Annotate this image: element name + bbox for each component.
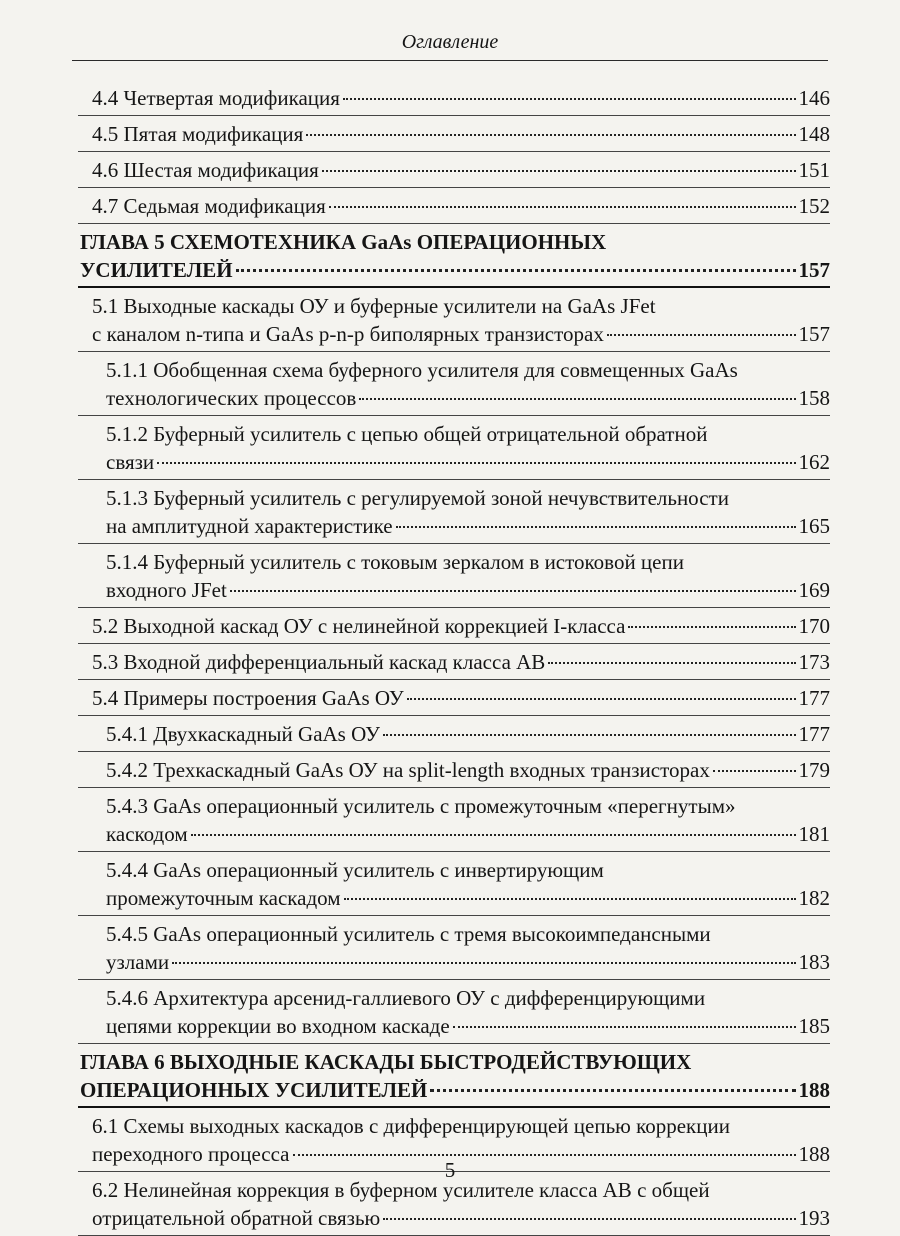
toc-entry-title-line: ОПЕРАЦИОННЫХ УСИЛИТЕЛЕЙ (80, 1078, 428, 1102)
toc-page-number: 177 (798, 686, 830, 710)
toc-entry-title-line: 5.4.4 GaAs операционный усилитель с инвертирующим (106, 858, 604, 882)
toc-entry-title-line: 4.7 Седьмая модификация (92, 194, 326, 218)
toc-entry[interactable] (78, 644, 830, 680)
toc-entry-title-line: каскодом (106, 822, 188, 846)
toc-page-number: 173 (798, 650, 830, 674)
toc-entry-title-line: 5.4.1 Двухкаскадный GaAs ОУ (106, 722, 380, 746)
toc-entry-title-line: на амплитудной характеристике (106, 514, 393, 538)
toc-entry-title-line: узлами (106, 950, 170, 974)
dot-leader (172, 962, 795, 964)
dot-leader (329, 206, 796, 208)
toc-page-number: 170 (798, 614, 830, 638)
toc-entry-last-line (80, 256, 830, 284)
toc-entry[interactable] (78, 352, 830, 416)
toc-entry[interactable] (78, 152, 830, 188)
toc-entry-title-line: цепями коррекции во входном каскаде (106, 1014, 450, 1038)
running-head: Оглавление (72, 28, 828, 61)
toc-entry[interactable] (78, 980, 830, 1044)
toc-entry[interactable] (78, 416, 830, 480)
toc-page-number: 177 (798, 722, 830, 746)
toc-entry-last-line (106, 820, 830, 848)
page-number: 5 (444, 1158, 456, 1182)
toc-page-number: 193 (798, 1206, 830, 1230)
toc-page-number: 158 (798, 386, 830, 410)
toc-entry-last-line (106, 512, 830, 540)
toc-entry-title-line: 4.4 Четвертая модификация (92, 86, 340, 110)
toc-entry[interactable] (78, 852, 830, 916)
dot-leader (407, 698, 796, 700)
toc-entry-title-line: 5.4 Примеры построения GaAs ОУ (92, 686, 404, 710)
dot-leader (293, 1154, 796, 1156)
toc-entry-title-line: 4.6 Шестая модификация (92, 158, 319, 182)
toc-entry-last-line (92, 1204, 830, 1232)
dot-leader (548, 662, 795, 664)
toc-page-number: 182 (798, 886, 830, 910)
toc-page-number: 162 (798, 450, 830, 474)
toc-entry-title-line: ГЛАВА 5 СХЕМОТЕХНИКА GaAs ОПЕРАЦИОННЫХ (80, 230, 607, 254)
dot-leader (157, 462, 795, 464)
toc-entry-title-line: 5.4.2 Трехкаскадный GaAs ОУ на split-length входных транзисторах (106, 758, 710, 782)
toc-entry-title-line: 5.4.6 Архитектура арсенид-галлиевого ОУ с дифференцирующими (106, 986, 706, 1010)
toc-entry-title-line: отрицательной обратной связью (92, 1206, 381, 1230)
toc-entry[interactable] (78, 680, 830, 716)
toc-entry-last-line (92, 684, 830, 712)
toc-entry-title-line: ГЛАВА 6 ВЫХОДНЫЕ КАСКАДЫ БЫСТРОДЕЙСТВУЮЩИХ (80, 1050, 692, 1074)
dot-leader (453, 1026, 796, 1028)
dot-leader (344, 898, 796, 900)
toc-entry-title-line: технологических процессов (106, 386, 357, 410)
toc-entry-title-line: связи (106, 450, 155, 474)
toc-entry-title-line: 5.4.3 GaAs операционный усилитель с промежуточным «перегнутым» (106, 794, 736, 818)
toc-entry-last-line (92, 648, 830, 676)
toc-entry-title-line: 6.2 Нелинейная коррекция в буферном усилителе класса АВ с общей (92, 1178, 710, 1202)
dot-leader (191, 834, 796, 836)
toc-page-number: 179 (798, 758, 830, 782)
toc-entry[interactable] (78, 608, 830, 644)
toc-entry-last-line (92, 192, 830, 220)
dot-leader (383, 734, 796, 736)
dot-leader (430, 1089, 795, 1092)
toc-entry[interactable] (78, 480, 830, 544)
toc-entry-title-line: промежуточным каскадом (106, 886, 341, 910)
dot-leader (236, 269, 796, 272)
toc-entry-last-line (92, 156, 830, 184)
toc-entry-title-line: 5.1 Выходные каскады ОУ и буферные усилители на GaAs JFet (92, 294, 656, 318)
toc-entry-title-line: 4.5 Пятая модификация (92, 122, 304, 146)
dot-leader (628, 626, 795, 628)
toc-page-number: 148 (798, 122, 830, 146)
toc-entry-last-line (80, 1076, 830, 1104)
toc-entry-title-line: переходного процесса (92, 1142, 290, 1166)
toc-entry[interactable] (78, 788, 830, 852)
toc-entry[interactable] (78, 80, 830, 116)
toc-entry-last-line (106, 384, 830, 412)
dot-leader (383, 1218, 795, 1220)
toc-entry[interactable] (78, 916, 830, 980)
toc-page-number: 169 (798, 578, 830, 602)
toc-entry-title-line: 5.1.3 Буферный усилитель с регулируемой зоной нечувствительности (106, 486, 729, 510)
toc-entry-title-line: 5.4.5 GaAs операционный усилитель с тремя высокоимпедансными (106, 922, 711, 946)
toc-entry-last-line (92, 612, 830, 640)
dot-leader (306, 134, 795, 136)
toc-entry-title-line: 5.3 Входной дифференциальный каскад класса АВ (92, 650, 546, 674)
toc-entry-last-line (106, 448, 830, 476)
toc-entry-last-line (106, 756, 830, 784)
toc-entry[interactable] (78, 288, 830, 352)
toc-chapter-entry[interactable] (78, 1044, 830, 1108)
toc-entry-title-line: 5.1.2 Буферный усилитель с цепью общей отрицательной обратной (106, 422, 708, 446)
toc-page-number: 157 (798, 322, 830, 346)
toc-page-number: 183 (798, 950, 830, 974)
toc-entry-last-line (106, 576, 830, 604)
toc-entry-last-line (106, 948, 830, 976)
toc-entry-last-line (106, 720, 830, 748)
toc-entry-title-line: 6.1 Схемы выходных каскадов с дифференцирующей цепью коррекции (92, 1114, 730, 1138)
toc-entry[interactable] (78, 752, 830, 788)
dot-leader (343, 98, 796, 100)
dot-leader (230, 590, 796, 592)
dot-leader (396, 526, 796, 528)
toc-entry-title-line: с каналом n-типа и GaAs p-n-p биполярных транзисторах (92, 322, 604, 346)
dot-leader (607, 334, 796, 336)
dot-leader (713, 770, 796, 772)
toc-entry[interactable] (78, 116, 830, 152)
toc-entry[interactable] (78, 188, 830, 224)
toc-page-number: 157 (798, 258, 830, 282)
toc-entry-title-line: 5.1.4 Буферный усилитель с токовым зеркалом в истоковой цепи (106, 550, 684, 574)
toc-entry-last-line (92, 84, 830, 112)
toc-page-number: 181 (798, 822, 830, 846)
toc-entry[interactable] (78, 544, 830, 608)
toc-page-number: 188 (798, 1078, 830, 1102)
dot-leader (359, 398, 795, 400)
table-of-contents (78, 80, 830, 1236)
toc-page-number: 151 (798, 158, 830, 182)
toc-entry-last-line (106, 1012, 830, 1040)
toc-page-number: 146 (798, 86, 830, 110)
toc-entry[interactable] (78, 716, 830, 752)
toc-page-number: 152 (798, 194, 830, 218)
toc-page-number: 185 (798, 1014, 830, 1038)
toc-entry-title-line: 5.2 Выходной каскад ОУ с нелинейной коррекцией I-класса (92, 614, 626, 638)
toc-page-number: 165 (798, 514, 830, 538)
toc-entry-last-line (106, 884, 830, 912)
toc-entry-last-line (92, 120, 830, 148)
toc-entry-title-line: УСИЛИТЕЛЕЙ (80, 258, 233, 282)
dot-leader (322, 170, 796, 172)
toc-page-number: 188 (798, 1142, 830, 1166)
toc-chapter-entry[interactable] (78, 224, 830, 288)
toc-entry-title-line: 5.1.1 Обобщенная схема буферного усилителя для совмещенных GaAs (106, 358, 738, 382)
toc-entry-title-line: входного JFet (106, 578, 227, 602)
toc-entry-last-line (92, 320, 830, 348)
